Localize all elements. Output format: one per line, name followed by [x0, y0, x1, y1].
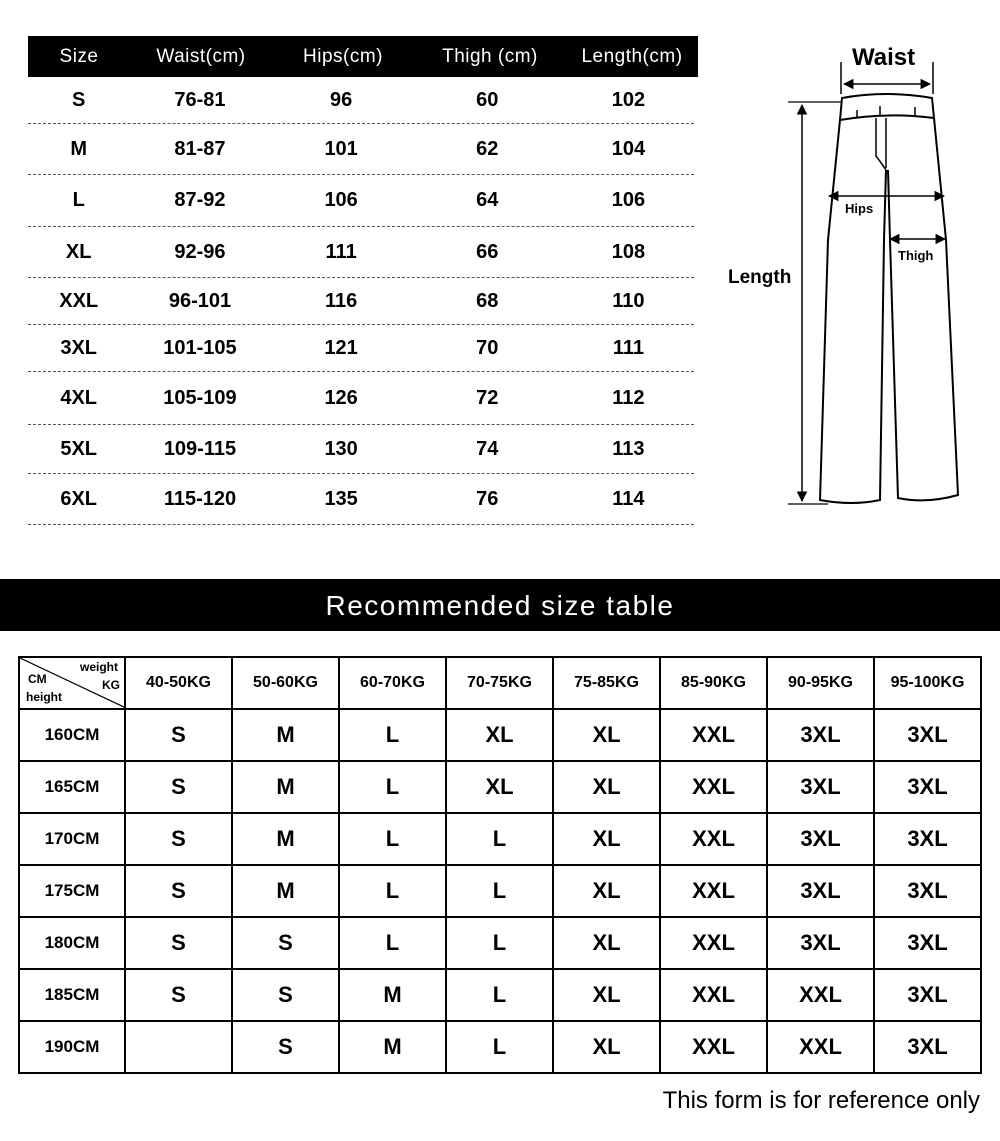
- height-row: [19, 917, 981, 969]
- size-cell: 3XL: [60, 336, 98, 359]
- height-cell: 190CM: [19, 1021, 125, 1073]
- hips-cell: 130: [324, 437, 358, 460]
- recommended-size-cell: M: [232, 761, 339, 813]
- recommended-size-cell: 3XL: [874, 917, 981, 969]
- recommended-size-cell: 3XL: [874, 813, 981, 865]
- recommended-size-cell: XL: [446, 761, 553, 813]
- waist-cell: 76-81: [174, 88, 226, 111]
- recommended-size-cell: L: [446, 969, 553, 1021]
- length-label: Length: [728, 267, 792, 288]
- recommended-size-cell: L: [446, 1021, 553, 1073]
- size-cell: 5XL: [60, 437, 98, 460]
- height-cell: 185CM: [19, 969, 125, 1021]
- size-cell: 4XL: [60, 386, 98, 409]
- thigh-cell: 74: [476, 437, 499, 460]
- waist-cell: 105-109: [163, 386, 237, 409]
- hips-cell: 106: [324, 189, 358, 211]
- size-row: [28, 77, 694, 124]
- recommended-size-cell: S: [232, 969, 339, 1021]
- height-row: [19, 709, 981, 761]
- length-cell: 114: [612, 487, 645, 510]
- weight-header: 90-95KG: [767, 657, 874, 709]
- length-cell: 111: [612, 336, 644, 359]
- height-cell: 160CM: [19, 709, 125, 761]
- recommended-size-cell: S: [125, 917, 232, 969]
- size-row: [28, 124, 694, 175]
- size-row: [28, 474, 694, 525]
- header-length: Length(cm): [581, 45, 683, 67]
- waist-cell: 92-96: [174, 240, 226, 263]
- reference-note: This form is for reference only: [662, 1087, 980, 1114]
- corner-kg-label: KG: [102, 678, 120, 692]
- recommended-size-cell: XL: [553, 1021, 660, 1073]
- height-cell: 180CM: [19, 917, 125, 969]
- recommended-size-cell: M: [232, 709, 339, 761]
- recommended-size-cell: XL: [446, 709, 553, 761]
- size-row: [28, 227, 694, 278]
- waist-cell: 115-120: [163, 487, 237, 510]
- recommended-size-cell: M: [232, 865, 339, 917]
- height-cell: 175CM: [19, 865, 125, 917]
- waist-cell: 81-87: [174, 137, 226, 160]
- recommended-size-cell: 3XL: [874, 969, 981, 1021]
- recommended-size-cell: XL: [553, 969, 660, 1021]
- size-chart-header: [28, 36, 698, 77]
- corner-height-label: height: [26, 690, 62, 704]
- recommended-size-cell: XL: [553, 917, 660, 969]
- size-cell: XXL: [59, 289, 99, 312]
- weight-header: 60-70KG: [339, 657, 446, 709]
- recommended-size-cell: 3XL: [767, 813, 874, 865]
- recommended-size-cell: S: [232, 917, 339, 969]
- recommended-size-cell: 3XL: [767, 917, 874, 969]
- recommended-size-cell: XL: [553, 709, 660, 761]
- thigh-cell: 66: [476, 240, 499, 263]
- length-cell: 106: [611, 189, 646, 211]
- recommended-size-cell: L: [339, 865, 446, 917]
- thigh-cell: 70: [476, 336, 499, 359]
- recommended-size-cell: M: [339, 969, 446, 1021]
- header-waist: Waist(cm): [156, 45, 246, 67]
- recommended-size-cell: 3XL: [767, 709, 874, 761]
- weight-header: 50-60KG: [232, 657, 339, 709]
- waist-cell: 87-92: [174, 189, 226, 211]
- hips-cell: 111: [325, 240, 357, 263]
- length-cell: 113: [612, 437, 645, 460]
- thigh-cell: 76: [476, 487, 499, 510]
- waist-cell: 109-115: [163, 437, 237, 460]
- length-cell: 108: [611, 240, 646, 263]
- recommended-size-cell: 3XL: [874, 865, 981, 917]
- waist-label: Waist: [852, 44, 916, 71]
- thigh-cell: 64: [476, 189, 499, 211]
- pants-diagram: [720, 40, 990, 520]
- recommended-size-table: [18, 656, 982, 1074]
- height-row: [19, 969, 981, 1021]
- recommended-size-cell: S: [125, 709, 232, 761]
- recommended-size-cell: L: [339, 761, 446, 813]
- recommended-size-cell: 3XL: [874, 709, 981, 761]
- recommended-size-cell: XXL: [660, 813, 767, 865]
- recommended-size-cell: XL: [553, 865, 660, 917]
- recommended-size-cell: XXL: [660, 1021, 767, 1073]
- recommended-size-cell: S: [232, 1021, 339, 1073]
- recommended-size-cell: 3XL: [874, 761, 981, 813]
- weight-header: 85-90KG: [660, 657, 767, 709]
- hips-cell: 126: [324, 386, 358, 409]
- recommended-size-cell: XXL: [767, 1021, 874, 1073]
- recommended-size-cell: M: [339, 1021, 446, 1073]
- recommended-size-cell: M: [232, 813, 339, 865]
- waist-cell: 96-101: [168, 289, 232, 312]
- recommended-size-cell: 3XL: [767, 761, 874, 813]
- recommended-size-cell: L: [446, 917, 553, 969]
- hips-cell: 135: [324, 487, 358, 510]
- height-row: [19, 761, 981, 813]
- size-chart-table: [28, 36, 698, 525]
- recommended-size-cell: L: [339, 813, 446, 865]
- hips-cell: 121: [324, 336, 358, 359]
- recommended-size-cell: XXL: [767, 969, 874, 1021]
- recommended-size-cell: XL: [553, 813, 660, 865]
- thigh-cell: 62: [476, 137, 499, 160]
- thigh-cell: 60: [476, 88, 499, 111]
- weight-header: 75-85KG: [553, 657, 660, 709]
- weight-header: 40-50KG: [125, 657, 232, 709]
- recommended-size-cell: S: [125, 865, 232, 917]
- recommended-size-cell: S: [125, 813, 232, 865]
- thigh-label: Thigh: [898, 248, 934, 263]
- header-hips: Hips(cm): [303, 45, 383, 67]
- size-cell: 6XL: [60, 487, 98, 510]
- length-cell: 110: [612, 289, 645, 312]
- height-row: [19, 1021, 981, 1073]
- recommended-size-cell: L: [339, 709, 446, 761]
- weight-header: 70-75KG: [446, 657, 553, 709]
- waist-cell: 101-105: [163, 336, 237, 359]
- thigh-cell: 72: [476, 386, 499, 409]
- corner-weight-label: weight: [80, 660, 118, 674]
- size-cell: L: [72, 189, 85, 211]
- thigh-cell: 68: [476, 289, 499, 312]
- hips-cell: 116: [324, 289, 358, 312]
- recommended-size-cell: XXL: [660, 969, 767, 1021]
- height-row: [19, 813, 981, 865]
- recommended-size-cell: XXL: [660, 865, 767, 917]
- height-cell: 170CM: [19, 813, 125, 865]
- recommended-size-cell: XXL: [660, 761, 767, 813]
- corner-cm-label: CM: [28, 672, 47, 686]
- recommended-banner: Recommended size table: [0, 579, 1000, 631]
- size-row: [28, 278, 694, 325]
- recommended-size-cell: S: [125, 969, 232, 1021]
- header-thigh: Thigh (cm): [442, 45, 538, 67]
- length-cell: 104: [611, 137, 646, 160]
- height-row: [19, 865, 981, 917]
- recommended-size-cell: 3XL: [874, 1021, 981, 1073]
- recommended-size-cell: S: [125, 761, 232, 813]
- length-cell: 102: [611, 88, 646, 111]
- recommended-size-cell: XL: [553, 761, 660, 813]
- size-cell: XL: [65, 240, 92, 263]
- weight-header-row: [19, 657, 981, 709]
- length-cell: 112: [612, 386, 645, 409]
- header-size: Size: [59, 45, 99, 67]
- recommended-size-cell: L: [446, 865, 553, 917]
- size-cell: M: [70, 137, 88, 160]
- recommended-size-cell: XXL: [660, 709, 767, 761]
- size-row: [28, 425, 694, 474]
- weight-header: 95-100KG: [874, 657, 981, 709]
- recommended-size-cell: XXL: [660, 917, 767, 969]
- size-row: [28, 372, 694, 425]
- recommended-size-cell: [125, 1021, 232, 1073]
- size-row: [28, 325, 694, 372]
- recommended-size-cell: L: [446, 813, 553, 865]
- size-cell: S: [72, 88, 86, 111]
- size-row: [28, 175, 694, 227]
- height-cell: 165CM: [19, 761, 125, 813]
- recommended-size-cell: L: [339, 917, 446, 969]
- hips-cell: 101: [324, 137, 358, 160]
- corner-cell: [19, 657, 125, 709]
- hips-label: Hips: [845, 201, 874, 216]
- hips-cell: 96: [330, 88, 353, 111]
- recommended-size-cell: 3XL: [767, 865, 874, 917]
